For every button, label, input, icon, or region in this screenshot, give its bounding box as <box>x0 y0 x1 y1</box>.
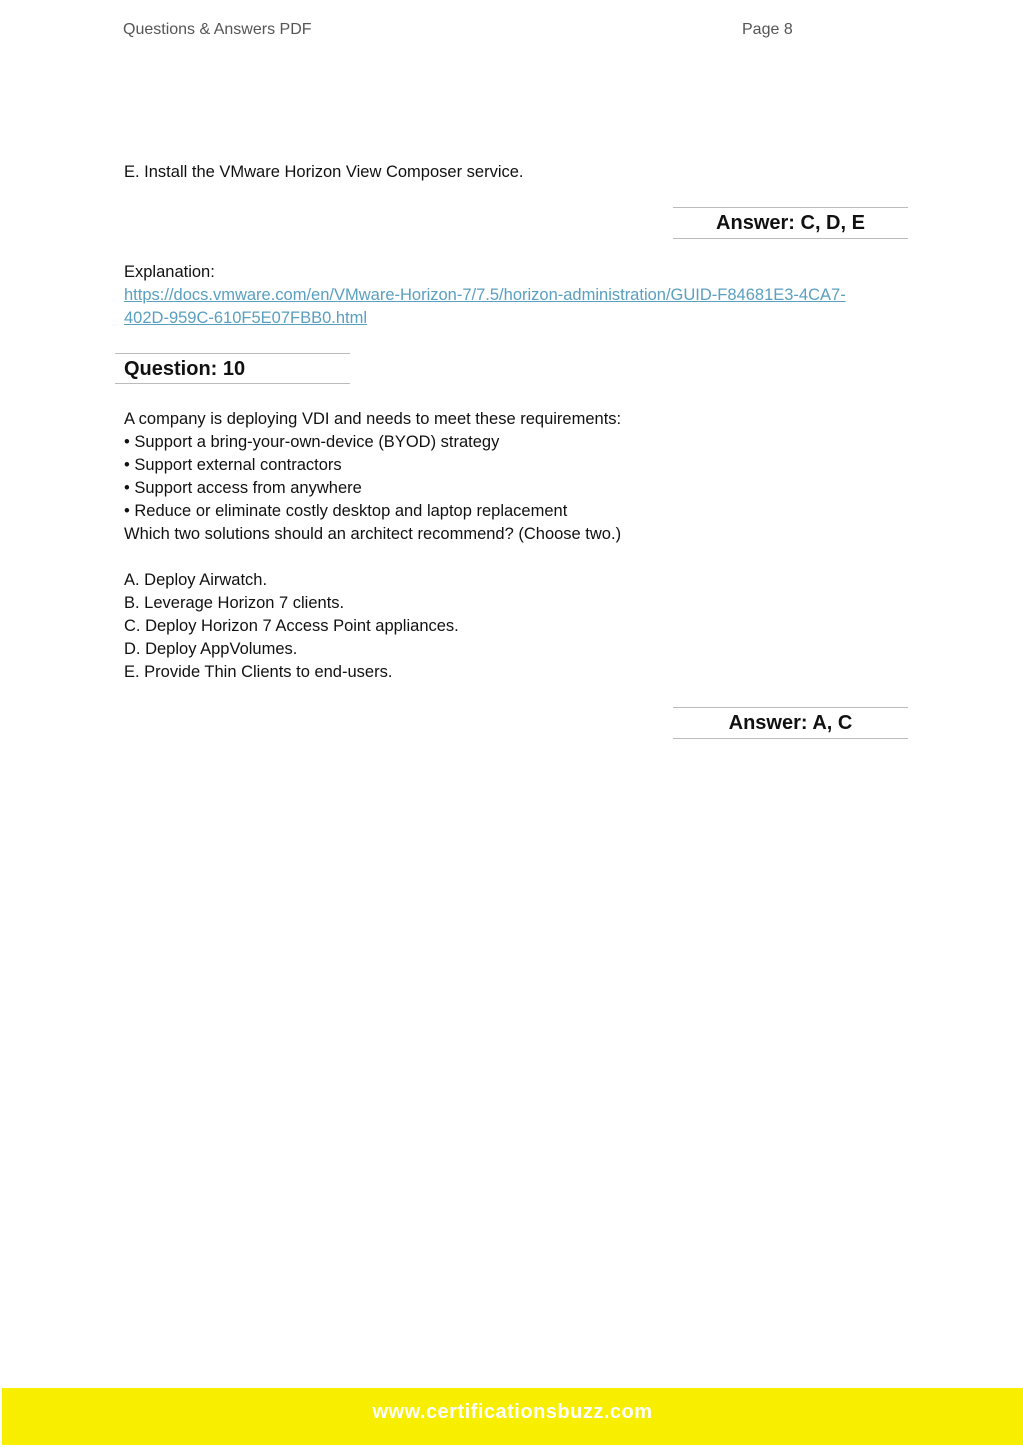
answer-box-previous: Answer: C, D, E <box>673 207 908 239</box>
option-e-previous: E. Install the VMware Horizon View Composer service. <box>124 163 524 181</box>
question-heading <box>115 353 350 384</box>
explanation-link-line-1[interactable]: https://docs.vmware.com/en/VMware-Horizon-7/7.5/horizon-administration/GUID-F84681E3-4CA7- <box>124 286 846 304</box>
question-heading-label: Question: 10 <box>124 358 246 380</box>
page-number: Page 8 <box>742 21 793 38</box>
answer-box: Answer: A, C <box>673 707 908 739</box>
footer-bar <box>2 1388 1023 1445</box>
explanation-link-line-2[interactable]: 402D-959C-610F5E07FBB0.html <box>124 309 368 327</box>
question-line: • Support a bring-your-own-device (BYOD) strategy <box>124 433 500 451</box>
option-a: A. Deploy Airwatch. <box>124 571 268 589</box>
option-b: B. Leverage Horizon 7 clients. <box>124 594 345 612</box>
option-e: E. Provide Thin Clients to end-users. <box>124 663 393 681</box>
question-line: A company is deploying VDI and needs to meet these requirements: <box>124 410 622 428</box>
question-line: • Reduce or eliminate costly desktop and laptop replacement <box>124 502 568 520</box>
question-line: • Support external contractors <box>124 456 342 474</box>
option-d: D. Deploy AppVolumes. <box>124 640 298 658</box>
header-title: Questions & Answers PDF <box>123 21 312 38</box>
option-c: C. Deploy Horizon 7 Access Point appliances. <box>124 617 459 635</box>
footer-url-link[interactable]: www.certificationsbuzz.com <box>372 1401 653 1423</box>
question-line: • Support access from anywhere <box>124 479 362 497</box>
explanation-label: Explanation: <box>124 263 215 281</box>
question-line: Which two solutions should an architect recommend? (Choose two.) <box>124 525 622 543</box>
